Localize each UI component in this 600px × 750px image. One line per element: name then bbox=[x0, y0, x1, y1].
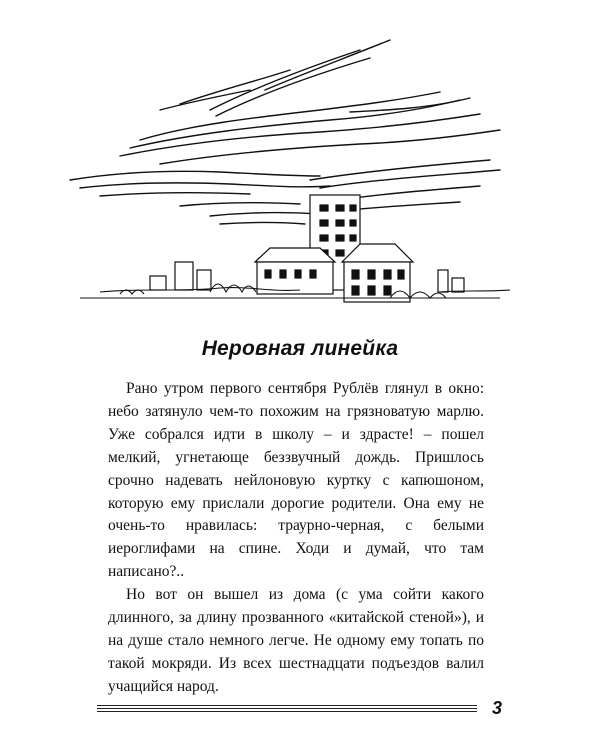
storm-clouds bbox=[70, 40, 500, 224]
chapter-title: Неровная линейка bbox=[201, 337, 399, 360]
right-house bbox=[344, 262, 410, 302]
distant-building bbox=[452, 278, 464, 292]
distant-building bbox=[150, 276, 166, 290]
page-number: 3 bbox=[492, 698, 503, 718]
paragraph: Но вот он вышел из дома (с ума сойти какого длинного, за длину прозванного «китайской стеной»), и на душе стало немного легче. Не одному ему топать по такой мокряди. Из всех шестнадцати подъездов валил учащийся народ. bbox=[108, 586, 484, 695]
distant-building bbox=[175, 262, 193, 290]
buildings bbox=[150, 195, 464, 302]
paragraph: Рано утром первого сентября Рублёв глянул в окно: небо затянуло чем-то похожим на грязноватую марлю. Уже собрался идти в школу – и здрасте! – пошел мелкий, угнетающе беззвучный дождь. Пришлось срочно надевать нейлоновую куртку с капюшоном, которую ему прислали дорогие родители. Она ему не очень-то нравилась: траурно-черная, с белыми иероглифами на спине. Ходи и думай, что там написано?.. bbox=[108, 380, 484, 581]
distant-building bbox=[197, 270, 211, 290]
distant-building bbox=[438, 270, 448, 292]
chapter-body bbox=[108, 378, 484, 699]
left-house-roof bbox=[255, 248, 335, 262]
city-skyline-illustration bbox=[60, 30, 530, 310]
footer-rule bbox=[97, 705, 477, 715]
